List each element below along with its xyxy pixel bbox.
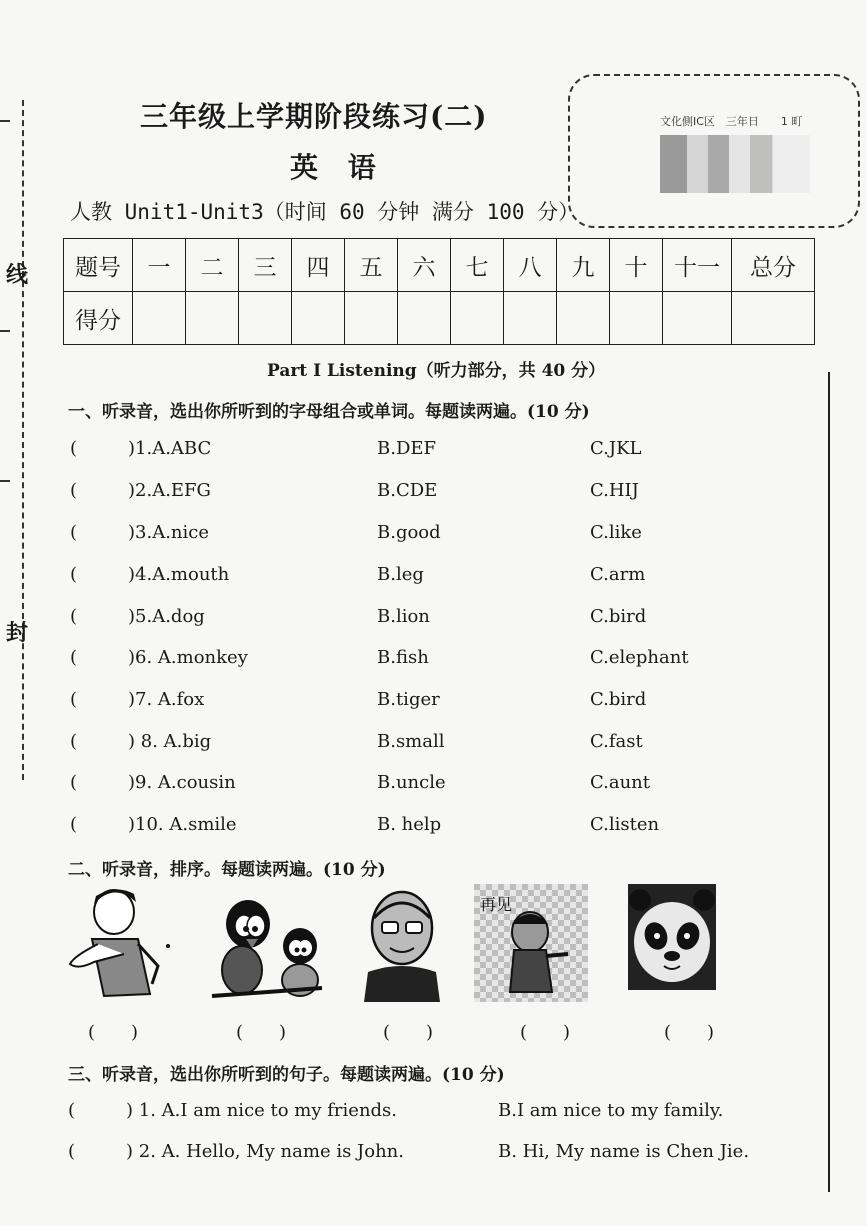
question-option-c: C.bird: [590, 689, 647, 710]
score-table-column: 六: [398, 239, 451, 292]
score-cell[interactable]: [292, 292, 345, 345]
exam-info: 人教 Unit1-Unit3（时间 60 分钟 满分 100 分）: [70, 200, 580, 224]
score-table-column: 三: [239, 239, 292, 292]
question-option-a: )1.A.ABC: [128, 438, 212, 459]
score-cell[interactable]: [186, 292, 239, 345]
question-option-c: C.bird: [590, 606, 647, 627]
score-table-column: 二: [186, 239, 239, 292]
score-cell[interactable]: [557, 292, 610, 345]
score-table-label: 题号: [64, 239, 133, 292]
sentence-option-b: B. Hi, My name is Chen Jie.: [498, 1141, 750, 1162]
question-option-b: B. help: [377, 814, 442, 835]
score-table-column: 九: [557, 239, 610, 292]
question-option-c: C.like: [590, 522, 642, 543]
panda-picture: [628, 884, 716, 1002]
answer-paren[interactable]: (: [70, 606, 78, 627]
section1-title: 一、听录音，选出你所听到的字母组合或单词。每题读两遍。(10 分): [68, 402, 590, 422]
score-table-column: 总分: [732, 239, 815, 292]
order-answer-paren[interactable]: ( ): [236, 1022, 287, 1043]
question-option-c: C.fast: [590, 731, 643, 752]
question-option-c: C.HIJ: [590, 480, 639, 501]
score-cell[interactable]: [504, 292, 557, 345]
question-option-a: )10. A.smile: [128, 814, 237, 835]
score-table-score-row: [64, 292, 815, 345]
question-option-b: B.CDE: [377, 480, 438, 501]
two-birds-picture: [208, 884, 326, 1002]
question-option-a: )6. A.monkey: [128, 647, 248, 668]
score-cell[interactable]: [345, 292, 398, 345]
score-table: [63, 238, 815, 345]
question-option-b: B.uncle: [377, 772, 446, 793]
answer-paren[interactable]: (: [70, 480, 78, 501]
score-cell[interactable]: [451, 292, 504, 345]
answer-paren[interactable]: (: [70, 731, 78, 752]
order-answer-paren[interactable]: ( ): [520, 1022, 571, 1043]
binding-char-xian: 线: [6, 263, 29, 288]
question-option-a: )3.A.nice: [128, 522, 209, 543]
answer-paren[interactable]: (: [70, 438, 78, 459]
goodbye-text: 再见: [480, 895, 513, 914]
order-answer-paren[interactable]: ( ): [664, 1022, 715, 1043]
question-option-a: )5.A.dog: [128, 606, 205, 627]
question-option-b: B.lion: [377, 606, 430, 627]
answer-paren[interactable]: (: [70, 689, 78, 710]
score-cell[interactable]: [133, 292, 186, 345]
sentence-option-a: ) 1. A.I am nice to my friends.: [126, 1100, 398, 1121]
question-option-c: C.JKL: [590, 438, 642, 459]
exam-title: 三年级上学期阶段练习(二): [140, 100, 488, 133]
binding-char-feng: 封: [6, 621, 29, 646]
grandpa-picture: [358, 884, 446, 1002]
question-option-c: C.arm: [590, 564, 646, 585]
score-cell[interactable]: [663, 292, 732, 345]
binding-tick: [0, 330, 10, 332]
binding-dashed-line: [22, 100, 24, 780]
question-option-b: B.tiger: [377, 689, 440, 710]
score-cell[interactable]: [239, 292, 292, 345]
score-cell[interactable]: [398, 292, 451, 345]
question-option-b: B.good: [377, 522, 441, 543]
score-table-column: 十: [610, 239, 663, 292]
score-cell[interactable]: [732, 292, 815, 345]
score-table-header-row: [64, 239, 815, 292]
sentence-option-a: ) 2. A. Hello, My name is John.: [126, 1141, 404, 1162]
score-table-column: 五: [345, 239, 398, 292]
score-table-column: 八: [504, 239, 557, 292]
question-option-a: )7. A.fox: [128, 689, 205, 710]
section3-title: 三、听录音，选出你所听到的句子。每题读两遍。(10 分): [68, 1065, 505, 1085]
answer-paren[interactable]: (: [68, 1100, 76, 1121]
score-table-label: 得分: [64, 292, 133, 345]
answer-paren[interactable]: (: [70, 772, 78, 793]
question-option-a: ) 8. A.big: [128, 731, 212, 752]
score-table-column: 四: [292, 239, 345, 292]
answer-paren[interactable]: (: [70, 522, 78, 543]
answer-paren[interactable]: (: [70, 814, 78, 835]
answer-paren[interactable]: (: [70, 647, 78, 668]
student-info-text: 文化側IC区 三年日 1 町: [660, 115, 803, 128]
question-option-a: )9. A.cousin: [128, 772, 236, 793]
right-margin-rule: [828, 372, 830, 1192]
question-option-b: B.leg: [377, 564, 424, 585]
redacted-info-image: [660, 135, 810, 193]
answer-paren[interactable]: (: [68, 1141, 76, 1162]
question-option-a: )2.A.EFG: [128, 480, 211, 501]
order-answer-paren[interactable]: ( ): [383, 1022, 434, 1043]
sentence-option-b: B.I am nice to my family.: [498, 1100, 724, 1121]
question-option-b: B.small: [377, 731, 445, 752]
score-table-column: 七: [451, 239, 504, 292]
part-title: Part I Listening（听力部分，共 40 分）: [267, 361, 606, 381]
boy-waving-picture: [64, 884, 176, 1002]
binding-tick: [0, 480, 10, 482]
question-option-b: B.fish: [377, 647, 429, 668]
score-cell[interactable]: [610, 292, 663, 345]
question-option-c: C.aunt: [590, 772, 651, 793]
question-option-b: B.DEF: [377, 438, 437, 459]
binding-tick: [0, 120, 10, 122]
score-table-column: 十一: [663, 239, 732, 292]
question-option-c: C.elephant: [590, 647, 689, 668]
section2-title: 二、听录音，排序。每题读两遍。(10 分): [68, 860, 386, 880]
score-table-column: 一: [133, 239, 186, 292]
order-answer-paren[interactable]: ( ): [88, 1022, 139, 1043]
question-option-a: )4.A.mouth: [128, 564, 230, 585]
question-option-c: C.listen: [590, 814, 660, 835]
answer-paren[interactable]: (: [70, 564, 78, 585]
goodbye-picture: [474, 884, 588, 1002]
exam-subject: 英 语: [290, 151, 386, 184]
